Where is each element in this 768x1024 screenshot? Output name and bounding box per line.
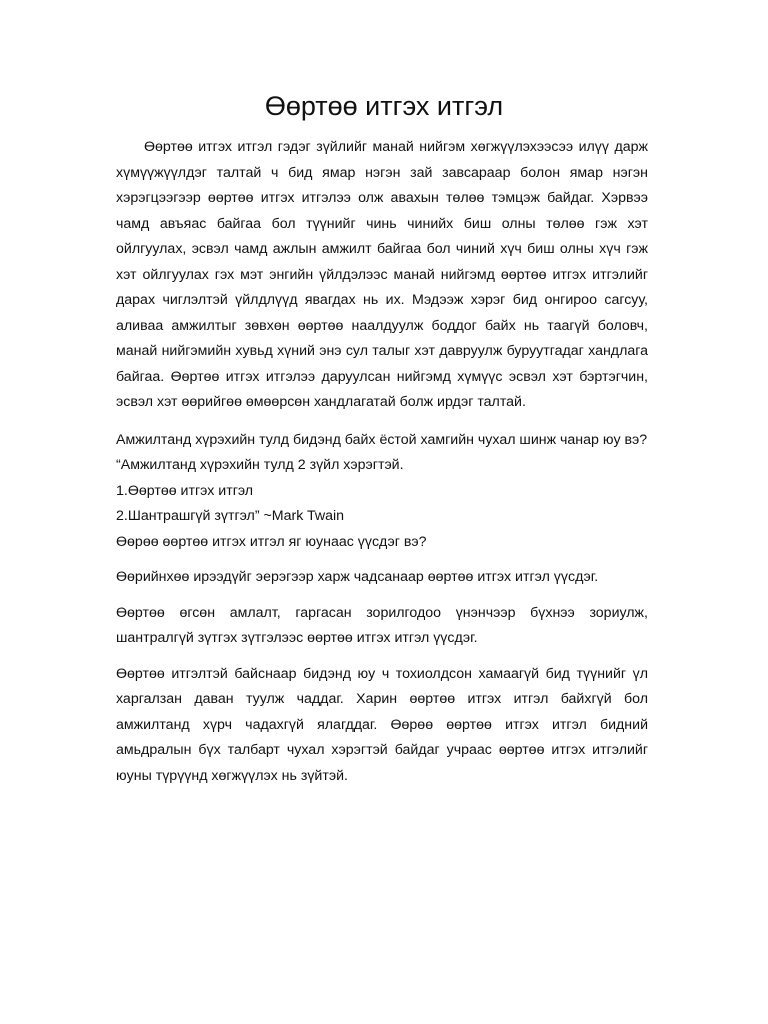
document-body	[116, 135, 648, 789]
list-item-1: 1.Өөртөө итгэх итгэл	[116, 482, 254, 499]
achievement-paragraph: Өөртөө өгсөн амлалт, гаргасан зорилгодоо үнэнчээр бүхнээ зориулж, шантралгүй зүтгэх зүтгэлээс өөртөө итгэх итгэл үүсдэг.	[116, 604, 648, 646]
intro-paragraph: Өөртөө итгэх итгэл гэдэг зүйлийг манай нийгэм хөгжүүлэхээсээ илүү дарж хүмүүжүүлдэг талтай ч бид ямар нэгэн зай завсараар болон ямар нэгэн хэрэгцээгээр өөртөө итгэх итгэлээ олж авахын төлөө тэмцэж байдаг. Хэрвээ чамд авъяас байгаа бол түүнийг чинь чинийх биш олны төлөө гэж хэт ойлгуулах, эсвэл чамд ажлын амжилт байгаа бол чиний хүч биш олны хүч гэж хэт ойлгуулах гэх мэт энгийн үйлдэлээс манай нийгэмд өөртөө итгэх итгэлийг дарах чиглэлтэй үйлдлүүд явагдах нь их. Мэдээж хэрэг бид онгироо сагсуу, аливаа амжилтыг зөвхөн өөртөө наалдуулж боддог байх нь таагүй боловч, манай нийгэмийн хувьд хүний энэ сул талыг хэт давруулж буруутгадаг хандлага байгаа. Өөртөө итгэх итгэлээ даруулсан нийгэмд хүмүүс эсвэл хэт бэртэгчин, эсвэл хэт өөрийгөө өмөөрсөн хандлагатай болж ирдэг талтай.	[116, 139, 648, 410]
document-title: Өөртөө итгэх итгэл	[264, 91, 504, 121]
future-paragraph: Өөрийнхөө ирээдүйг эерэгээр харж чадсанаар өөртөө итгэх итгэл үүсдэг.	[116, 569, 599, 585]
conclusion-paragraph: Өөртөө итгэлтэй байснаар бидэнд юу ч тохиолдсон хамаагүй бид түүнийг үл харгалзан даван туулж чаддаг. Харин өөртөө итгэх итгэл байхгүй бол амжилтанд хүрч чадахгүй ялагддаг. Өөрөө өөртөө итгэх итгэл бидний амьдралын бүх талбарт чухал хэрэгтэй байдаг учраас өөртөө итгэх итгэлийг юуны түрүүнд хөгжүүлэх нь зүйтэй.	[116, 665, 648, 784]
list-item-2: 2.Шантрашгүй зүтгэл” ~Mark Twain	[116, 508, 345, 524]
question2: Өөрөө өөртөө итгэх итгэл яг юунаас үүсдэг вэ?	[116, 533, 427, 550]
question-paragraph: Амжилтанд хүрэхийн тулд бидэнд байх ёстой хамгийн чухал шинж чанар юу вэ?	[116, 431, 648, 448]
quote-intro: “Амжилтанд хүрэхийн тулд 2 зүйл хэрэгтэй.	[116, 457, 404, 473]
